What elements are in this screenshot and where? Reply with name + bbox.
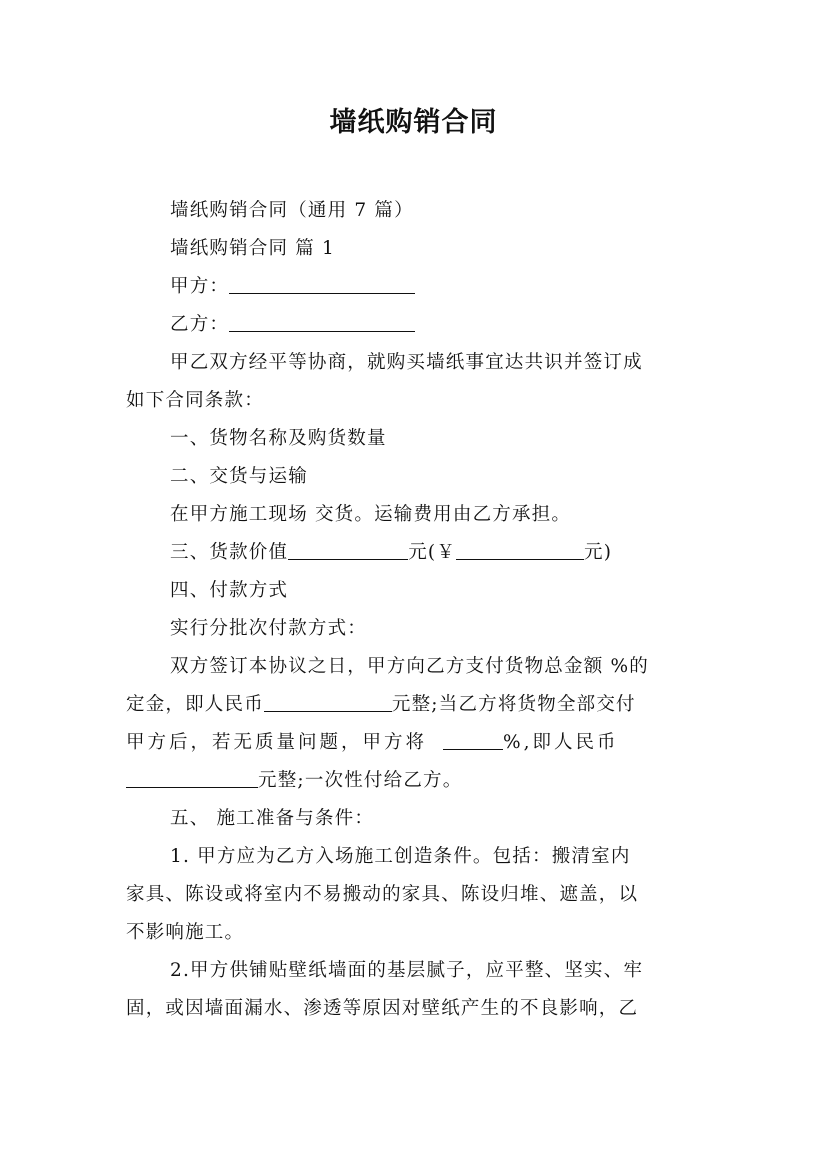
- intro-line-1: 甲乙双方经平等协商，就购买墙纸事宜达共识并签订成: [170, 352, 643, 373]
- party-a-blank: [229, 273, 415, 294]
- payment-balance-rest: %,即人民币: [503, 732, 619, 753]
- document-body: [126, 192, 702, 1028]
- intro-line-2: 如下合同条款：: [126, 390, 264, 411]
- payment-line-1: 双方签订本协议之日，甲方向乙方支付货物总金额 %的: [170, 656, 649, 677]
- payment-deposit-label: 定金，即人民币: [126, 694, 264, 715]
- condition-1-line-2: 家具、陈设或将室内不易搬动的家具、陈设归堆、遮盖，以: [126, 884, 639, 905]
- clause-4-heading: 四、付款方式: [170, 580, 289, 601]
- condition-1-line-3: 不影响施工。: [126, 922, 245, 943]
- goods-value-rmb-blank: [456, 539, 584, 560]
- condition-2-line-1: 2.甲方供铺贴壁纸墙面的基层腻子，应平整、坚实、牢: [170, 960, 644, 981]
- payment-line-3: [126, 724, 702, 762]
- clause-5-heading: 五、 施工准备与条件：: [170, 808, 375, 829]
- goods-value-blank: [288, 539, 408, 560]
- party-b-label: 乙方：: [170, 314, 230, 335]
- party-a-label: 甲方：: [170, 276, 230, 297]
- payment-line-2: [126, 686, 702, 724]
- document-subtitle: 墙纸购销合同（通用 7 篇）: [170, 200, 414, 221]
- clause-3-close: 元): [584, 542, 613, 563]
- party-b-blank: [229, 311, 415, 332]
- deposit-amount-blank: [264, 691, 392, 712]
- clause-1-heading: 一、货物名称及购货数量: [170, 428, 387, 449]
- payment-balance-label: 甲方后，若无质量问题，甲方将: [126, 732, 428, 753]
- clause-3-currency: 元(￥: [408, 542, 457, 563]
- clause-3-line: [126, 534, 702, 572]
- document-title: 墙纸购销合同: [329, 107, 498, 138]
- section-heading: 墙纸购销合同 篇 1: [170, 238, 336, 259]
- clause-4-text: 实行分批次付款方式：: [170, 618, 368, 639]
- clause-2-text: 在甲方施工现场 交货。运输费用由乙方承担。: [170, 504, 572, 525]
- party-b-line: [126, 306, 702, 344]
- balance-percent-blank: [443, 729, 503, 750]
- party-a-line: [126, 268, 702, 306]
- condition-1-line-1: 1. 甲方应为乙方入场施工创造条件。包括：搬清室内: [170, 846, 631, 867]
- payment-line-4: [126, 762, 702, 800]
- payment-final: 元整;一次性付给乙方。: [258, 770, 463, 791]
- clause-2-heading: 二、交货与运输: [170, 466, 308, 487]
- balance-amount-blank: [126, 767, 258, 788]
- clause-3-label: 三、货款价值: [170, 542, 289, 563]
- payment-deposit-rest: 元整;当乙方将货物全部交付: [391, 694, 636, 715]
- condition-2-line-2: 固，或因墙面漏水、渗透等原因对壁纸产生的不良影响，乙: [126, 998, 639, 1019]
